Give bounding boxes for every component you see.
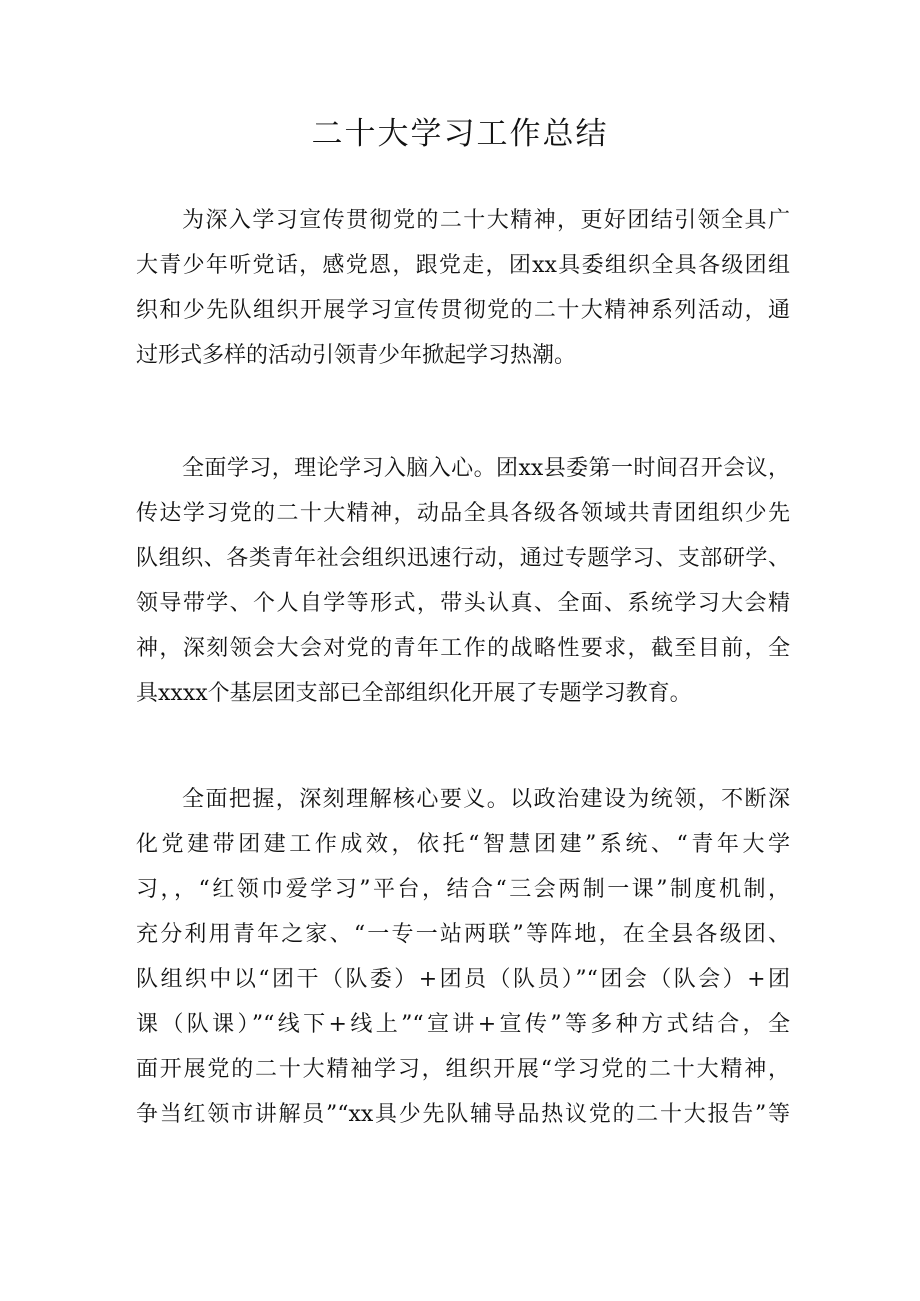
paragraph-line: 队组织中以“团干（队委）+团员（队员）”“团会（队会）+团 <box>136 967 790 992</box>
paragraph-line: 化党建带团建工作成效，依托“智慧团建”系统、“青年大学 <box>136 832 790 857</box>
paragraph-3 <box>136 777 790 1137</box>
paragraph-1 <box>136 198 790 378</box>
paragraph-line: 课（队课）”“线下+线上”“宣讲+宣传”等多种方式结合，全 <box>136 1012 790 1037</box>
paragraph-line: 传达学习党的二十大精神，动品全具各级各领域共青团组织少先 <box>136 501 790 526</box>
paragraph-line: 织和少先队组织开展学习宣传贯彻党的二十大精神系列活动，通 <box>136 298 790 323</box>
paragraph-line: 为深入学习宣传贯彻党的二十大精神，更好团结引领全具广 <box>182 208 790 233</box>
paragraph-line: 神，深刻领会大会对党的青年工作的战略性要求，截至目前，全 <box>136 636 790 661</box>
paragraph-line: 习，，“红领巾爱学习”平台，结合“三会两制一课”制度机制， <box>136 877 790 902</box>
paragraph-line: 领导带学、个人自学等形式，带头认真、全面、系统学习大会精 <box>136 591 790 616</box>
paragraph-line: 争当红领市讲解员”“xx具少先队辅导品热议党的二十大报告”等 <box>136 1102 790 1127</box>
document-title: 二十大学习工作总结 <box>311 116 609 152</box>
paragraph-line: 充分利用青年之家、“一专一站两联”等阵地，在全县各级团、 <box>136 922 790 947</box>
paragraph-line: 全面把握，深刻理解核心要义。以政治建设为统领，不断深 <box>182 787 790 812</box>
paragraph-line: 面开展党的二十大精袖学习，组织开展“学习党的二十大精神， <box>136 1057 790 1082</box>
paragraph-line: 全面学习，理论学习入脑入心。团xx县委第一时间召开会议， <box>182 456 790 481</box>
paragraph-line: 过形式多样的活动引领青少年掀起学习热潮。 <box>136 343 577 368</box>
paragraph-line: 大青少年听党话，感党恩，跟党走，团xx具委组织全具各级团组 <box>136 253 790 278</box>
paragraph-2 <box>136 446 790 716</box>
paragraph-line: 队组织、各类青年社会组织迅速行动，通过专题学习、支部研学、 <box>136 546 790 571</box>
paragraph-line: 具xxxx个基层团支部已全部组织化开展了专题学习教育。 <box>136 681 692 706</box>
